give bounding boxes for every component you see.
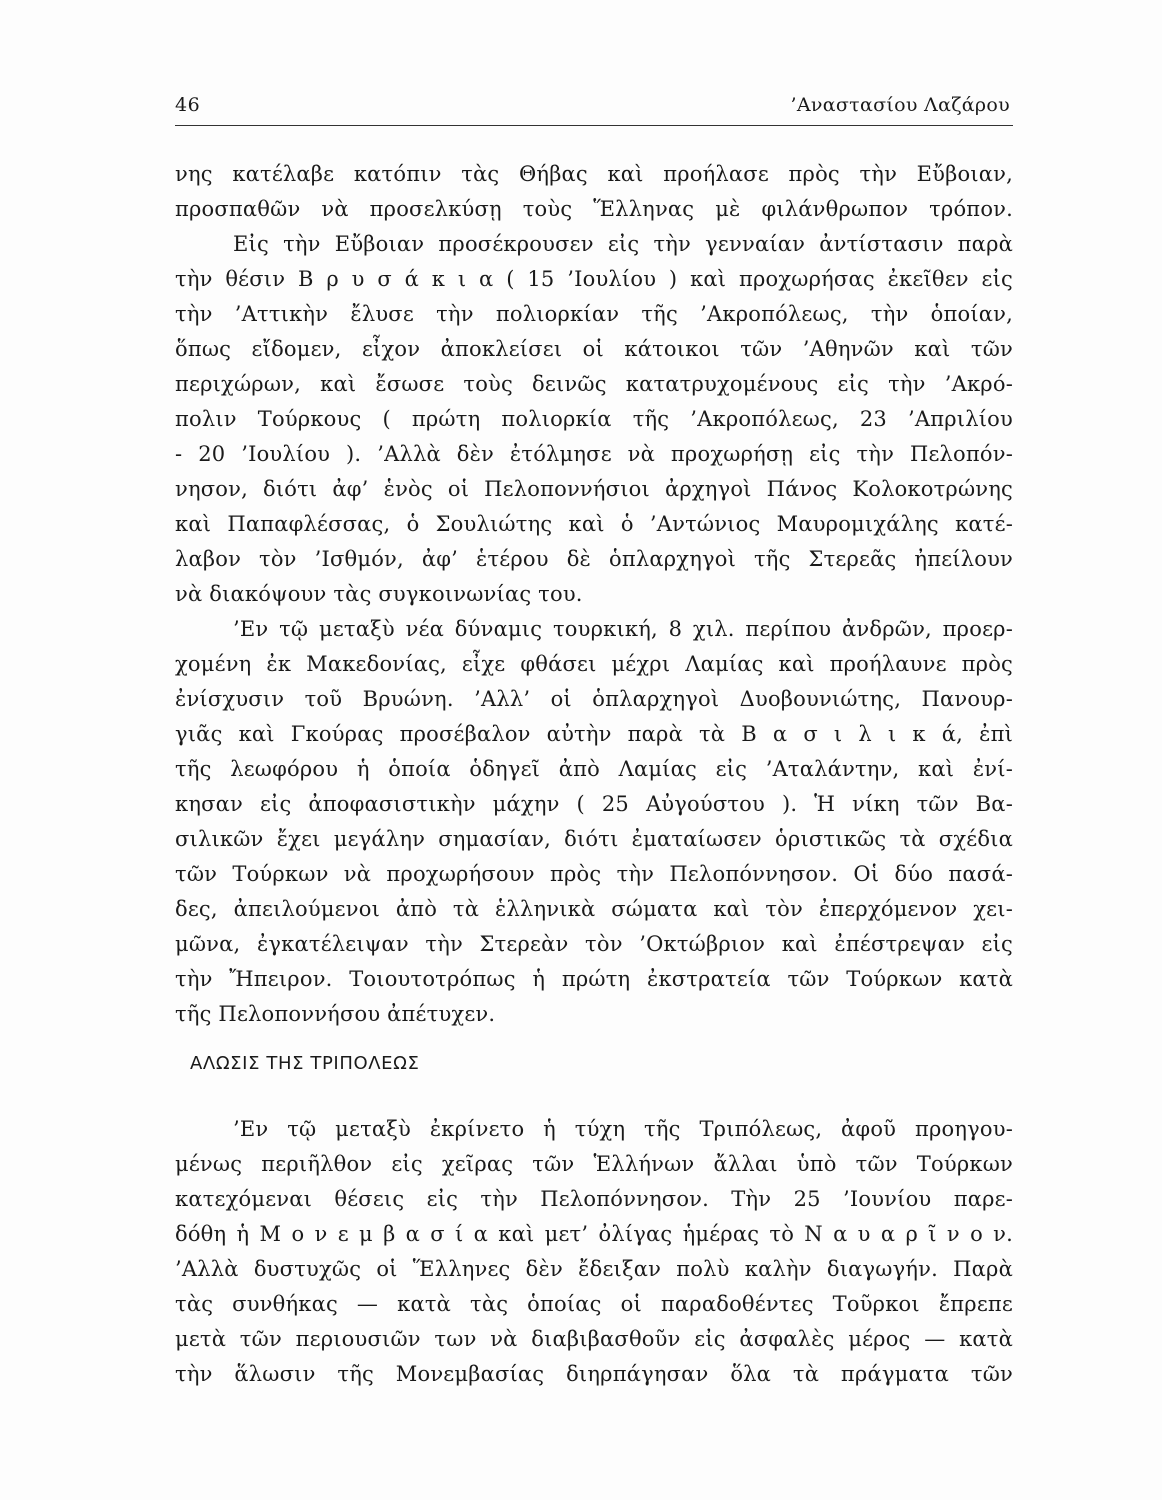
text-line: τῆς Πελοποννήσου ἀπέτυχεν. <box>175 1002 496 1026</box>
text-line: ’Αλλὰ δυστυχῶς οἱ Ἕλληνες δὲν ἔδειξαν πολὺ καλὴν διαγωγήν. Παρὰ <box>175 1257 1013 1281</box>
text-line: λαβον τὸν ’Ισθμόν, ἀφ’ ἑτέρου δὲ ὁπλαρχηγοὶ τῆς Στερεᾶς ἠπείλουν <box>175 547 1013 571</box>
text-line: προσπαθῶν νὰ προσελκύσῃ τοὺς Ἕλληνας μὲ φιλάνθρωπον τρόπον. <box>175 197 1013 221</box>
header-rule <box>175 125 1013 126</box>
text-line: δόθη ἡ Μ ο ν ε μ β α σ ί α καὶ μετ’ ὀλίγας ἡμέρας τὸ Ν α υ α ρ ῖ ν ο ν. <box>175 1222 1013 1246</box>
running-head: ’Αναστασίου Λαζάρου <box>790 94 1010 116</box>
text-line: τῆς λεωφόρου ἡ ὁποία ὁδηγεῖ ἀπὸ Λαμίας εἰς ’Αταλάντην, καὶ ἐνί- <box>175 757 1013 781</box>
text-line: μῶνα, ἐγκατέλειψαν τὴν Στερεὰν τὸν ’Οκτώβριον καὶ ἐπέστρεψαν εἰς <box>175 932 1013 956</box>
text-line: νησον, διότι ἀφ’ ἑνὸς οἱ Πελοποννήσιοι ἀρχηγοὶ Πάνος Κολοκοτρώνης <box>175 477 1013 501</box>
page-header <box>175 92 1010 122</box>
text-line: μένως περιῆλθον εἰς χεῖρας τῶν Ἑλλήνων ἄλλαι ὑπὸ τῶν Τούρκων <box>175 1152 1013 1176</box>
text-line: τὰς συνθήκας — κατὰ τὰς ὁποίας οἱ παραδοθέντες Τοῦρκοι ἔπρεπε <box>175 1292 1013 1316</box>
text-line: κατεχόμεναι θέσεις εἰς τὴν Πελοπόννησον. Τὴν 25 ’Ιουνίου παρε- <box>175 1187 1013 1211</box>
text-line: Εἰς τὴν Εὔβοιαν προσέκρουσεν εἰς τὴν γενναίαν ἀντίστασιν παρὰ <box>233 232 1013 256</box>
text-line: περιχώρων, καὶ ἔσωσε τοὺς δεινῶς κατατρυχομένους εἰς τὴν ’Ακρό- <box>175 372 1013 396</box>
page-number: 46 <box>175 94 201 116</box>
text-line: ’Εν τῷ μεταξὺ νέα δύναμις τουρκική, 8 χιλ. περίπου ἀνδρῶν, προερ- <box>233 617 1013 641</box>
text-line: τῶν Τούρκων νὰ προχωρήσουν πρὸς τὴν Πελοπόννησον. Οἱ δύο πασά- <box>175 862 1013 886</box>
text-line: σιλικῶν ἔχει μεγάλην σημασίαν, διότι ἐματαίωσεν ὁριστικῶς τὰ σχέδια <box>175 827 1013 851</box>
text-line: ἐνίσχυσιν τοῦ Βρυώνη. ’Αλλ’ οἱ ὁπλαρχηγοὶ Δυοβουνιώτης, Πανουρ- <box>175 687 1013 711</box>
text-line: νης κατέλαβε κατόπιν τὰς Θήβας καὶ προήλασε πρὸς τὴν Εὔβοιαν, <box>175 162 1013 186</box>
text-line: κησαν εἰς ἀποφασιστικὴν μάχην ( 25 Αὐγούστου ). Ἡ νίκη τῶν Βα- <box>175 792 1013 816</box>
section-heading: ΑΛΩΣΙΣ ΤΗΣ ΤΡΙΠΟΛΕΩΣ <box>190 1053 420 1074</box>
text-line: τὴν Ἤπειρον. Τοιουτοτρόπως ἡ πρώτη ἐκστρατεία τῶν Τούρκων κατὰ <box>175 967 1013 991</box>
text-line: - 20 ’Ιουλίου ). ’Αλλὰ δὲν ἐτόλμησε νὰ προχωρήσῃ εἰς τὴν Πελοπόν- <box>175 442 1013 466</box>
text-line: νὰ διακόψουν τὰς συγκοινωνίας του. <box>175 582 583 606</box>
text-line: τὴν θέσιν Β ρ υ σ ά κ ι α ( 15 ’Ιουλίου ) καὶ προχωρήσας ἐκεῖθεν εἰς <box>175 267 1013 291</box>
text-line: δες, ἀπειλούμενοι ἀπὸ τὰ ἑλληνικὰ σώματα καὶ τὸν ἐπερχόμενον χει- <box>175 897 1013 921</box>
text-line: μετὰ τῶν περιουσιῶν των νὰ διαβιβασθοῦν εἰς ἀσφαλὲς μέρος — κατὰ <box>175 1327 1013 1351</box>
text-line: γιᾶς καὶ Γκούρας προσέβαλον αὐτὴν παρὰ τὰ Β α σ ι λ ι κ ά, ἐπὶ <box>175 722 1013 746</box>
text-line: ὅπως εἴδομεν, εἶχον ἀποκλείσει οἱ κάτοικοι τῶν ’Αθηνῶν καὶ τῶν <box>175 337 1013 361</box>
text-line: χομένη ἐκ Μακεδονίας, εἶχε φθάσει μέχρι Λαμίας καὶ προήλαυνε πρὸς <box>175 652 1013 676</box>
text-line: καὶ Παπαφλέσσας, ὁ Σουλιώτης καὶ ὁ ’Αντώνιος Μαυρομιχάλης κατέ- <box>175 512 1013 536</box>
text-line: τὴν ’Αττικὴν ἔλυσε τὴν πολιορκίαν τῆς ’Ακροπόλεως, τὴν ὁποίαν, <box>175 302 1013 326</box>
text-line: τὴν ἅλωσιν τῆς Μονεμβασίας διηρπάγησαν ὅλα τὰ πράγματα τῶν <box>175 1362 1013 1386</box>
text-line: πολιν Τούρκους ( πρώτη πολιορκία τῆς ’Ακροπόλεως, 23 ’Απριλίου <box>175 407 1013 431</box>
text-line: ’Εν τῷ μεταξὺ ἐκρίνετο ἡ τύχη τῆς Τριπόλεως, ἀφοῦ προηγου- <box>233 1117 1013 1141</box>
